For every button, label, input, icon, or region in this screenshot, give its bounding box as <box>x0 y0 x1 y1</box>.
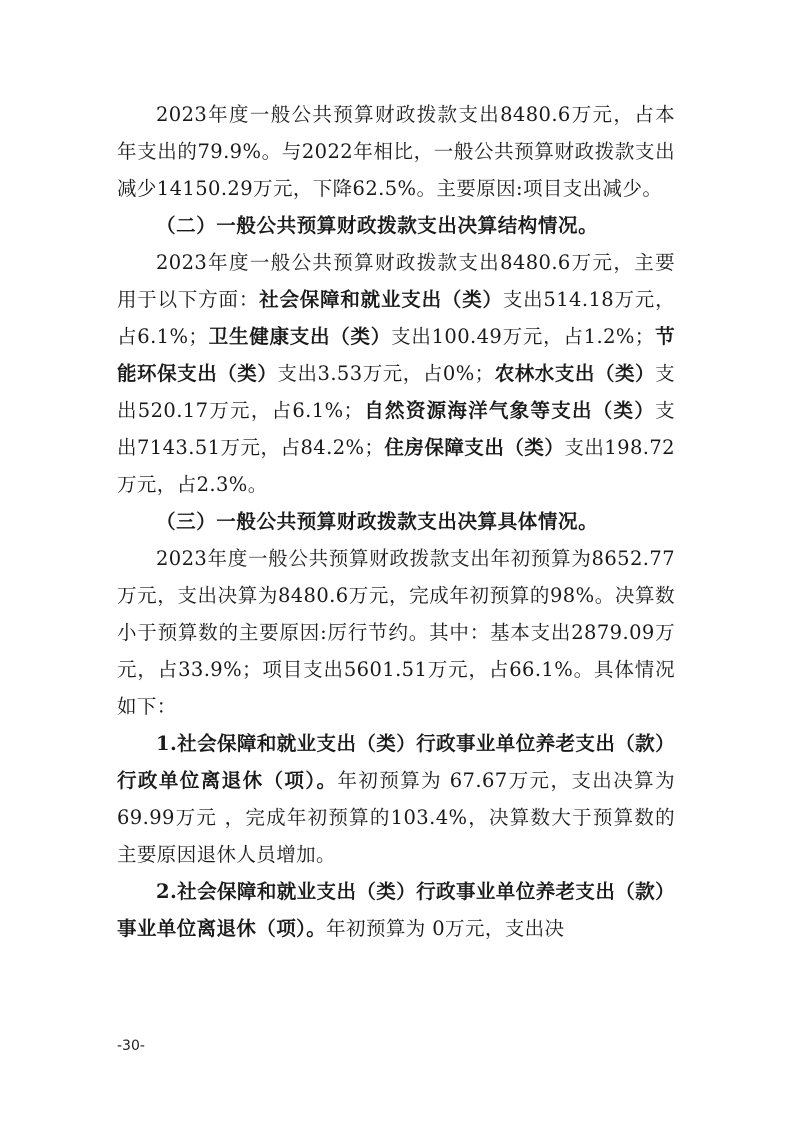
structure-intro: 2023年度一般公共预算财政拨款支出8480.6万元，主要用于以下方面： <box>117 251 675 311</box>
section-heading-structure: （二）一般公共预算财政拨款支出决算结构情况。 <box>156 214 599 237</box>
item1-label: 1.社会保障和就业支出（类）行政事业单位养老支出（款）行政单位离退休（项）。 <box>117 732 675 792</box>
paragraph-expenditure-structure <box>117 244 675 503</box>
category-label-social-security: 社会保障和就业支出（类） <box>259 288 503 311</box>
page-number: -30- <box>117 1038 145 1054</box>
category-text-social-security: 支出514.18万元，占6.1%； <box>117 288 675 348</box>
item2-label: 2.社会保障和就业支出（类）行政事业单位养老支出（款）事业单位离退休（项）。 <box>117 880 675 940</box>
category-label-health: 卫生健康支出（类） <box>208 325 392 348</box>
category-text-environment: 支出3.53万元，占0%； <box>277 362 495 385</box>
paragraph-budget-details: 2023年度一般公共预算财政拨款支出年初预算为8652.77万元，支出决算为8480.6万元，完成年初预算的98%。决算数小于预算数的主要原因:厉行节约。其中：基本支出2879.09万元，占33.9%；项目支出5601.51万元，占66.1%。具体情况如下： <box>117 547 675 718</box>
category-label-agriculture: 农林水支出（类） <box>494 362 656 385</box>
category-label-housing: 住房保障支出（类） <box>384 436 565 459</box>
section-heading-details: （三）一般公共预算财政拨款支出决算具体情况。 <box>156 510 599 533</box>
category-text-natural-resources: 支出7143.51万元，占84.2%； <box>117 399 675 459</box>
item-administrative-retirement <box>117 725 675 873</box>
category-text-health: 支出100.49万元，占1.2%； <box>391 325 655 348</box>
item2-text: 年初预算为 0万元，支出决 <box>326 917 565 940</box>
category-label-environment: 节能环保支出（类） <box>117 325 675 385</box>
category-text-agriculture: 支出520.17万元，占6.1%； <box>117 362 676 422</box>
category-text-housing: 支出198.72万元，占2.3%。 <box>117 436 675 496</box>
paragraph-general-budget-summary: 2023年度一般公共预算财政拨款支出8480.6万元，占本年支出的79.9%。与2022年相比，一般公共预算财政拨款支出减少14150.29万元，下降62.5%。主要原因:项目支出减少。 <box>117 103 675 200</box>
item1-text: 年初预算为 67.67万元，支出决算为69.99万元 ，完成年初预算的103.4%，决算数大于预算数的主要原因退休人员增加。 <box>117 769 675 866</box>
document-body <box>117 96 675 947</box>
category-label-natural-resources: 自然资源海洋气象等支出（类） <box>363 399 656 422</box>
item-institution-retirement <box>117 873 675 947</box>
